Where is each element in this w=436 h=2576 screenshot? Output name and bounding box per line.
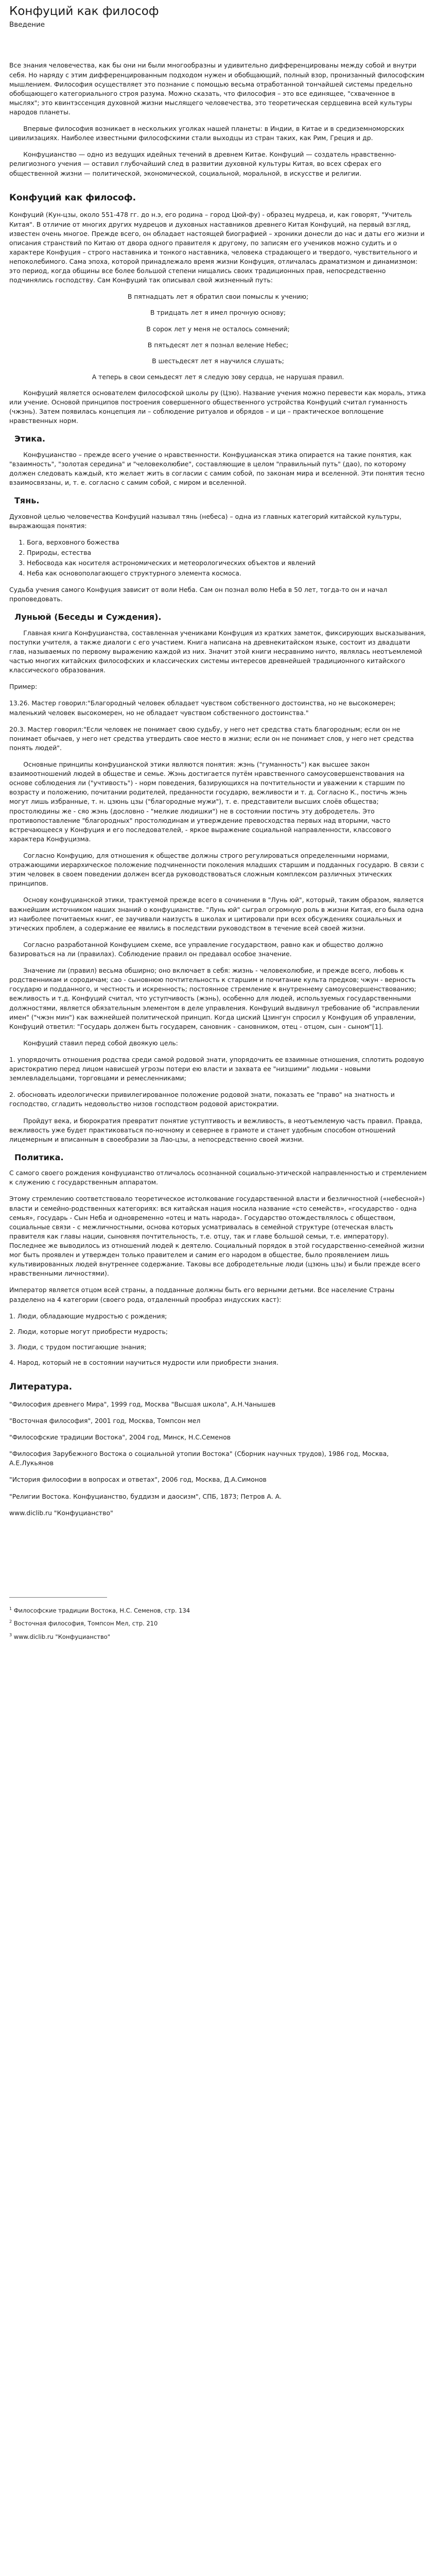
politics-paragraph: С самого своего рождения конфуцианство отличалось осознанной социально-этической направленностью и стремлением к служению с государственным аппаратом. <box>9 1169 427 1187</box>
lunyu-paragraph: Пройдут века, и бюрократия превратит понятие уступтивость и вежливость, в неотъемлемую часть правил. Правда, вежливость уже будет практиковаться по-ночному и севернее в грамоте и станет удобным способом отношений лицемерным и вписанным в своеобразии за Лао-цзы, а непосредственно своей жизни. <box>9 1116 423 1143</box>
list-item: 4. Народ, который не в состоянии научиться мудрости или приобрести знания. <box>9 1358 278 1366</box>
page-spacer <box>9 1525 427 1597</box>
lunyu-paragraph: Согласно Конфуцию, для отношения к обществе должны строго регулироваться определенными нормами, отражающими иерархическое положение подчиненности поколения младших старшим и подданных государю. В связи с этим человек в своем поведении должен всегда руководствоваться сложным комплексом различных этических принципов. <box>9 852 424 888</box>
goals-list <box>9 1055 427 1109</box>
list-item: 1. упорядочить отношения родства среди самой родовой знати, упорядочить ее взаимные отношения, сплотить родовую аристократию перед лицом нависшей угрозы потери ею власти и захвата ее "низшими" людьми - новыми землевладельцами, торговцами и ремесленниками; <box>9 1055 424 1082</box>
poem-line: А теперь в свои семьдесят лет я следую зову сердца, не нарушая правил. <box>92 372 344 381</box>
literature-item: "Философия древнего Мира", 1999 год, Москва "Высшая школа", А.Н.Чанышев <box>9 1400 276 1408</box>
list-item: 2. обосновать идеологически привилегированное положение родовой знати, показать ее "право" на знатность и господство, сгладить недовольство низов господством родовой аристократии. <box>9 1091 395 1108</box>
section-heading-politics: Политика. <box>14 1152 64 1162</box>
lunyu-paragraph: Значение ли (правил) весьма обширно; оно включает в себя: жизнь - человеколюбие, и прежде всего, любовь к родственникам и сородичам; сао - сыновнюю почтительность к старшим и почитание культа предков; чжун - верность государю и подданного, и честность и искренность; постоянное стремление к внутреннему самоусовершенствованию; вежливость и т.д. Конфуций считал, что уступчивость (жэнь), особенно для людей, используемых государственными должностями, является обязательным элементом в деле управления. Конфуций выдвинул требование об "исправлении имен" ("чжэн мин") как важнейшей политической принцип. Когда циский Цзингун спросил у Конфуция об управлении, Конфуций ответил: "Государь должен быть государем, сановник - сановником, отец - отцом, сын - сыном"[1]. <box>9 967 420 1030</box>
list-item: 1. Люди, обладающие мудростью с рождения; <box>9 1312 167 1320</box>
poem-line: В пятнадцать лет я обратил свои помыслы к учению; <box>127 293 309 301</box>
categories-list <box>9 1312 427 1367</box>
literature-item: "История философии в вопросах и ответах", 2006 год, Москва, Д.А.Симонов <box>9 1476 267 1484</box>
list-item: 2. Люди, которые могут приобрести мудрость; <box>9 1327 168 1335</box>
footnote-divider <box>9 1597 107 1598</box>
footnote: $^2$ Восточная философия, Томпсон Мел, стр. 210 <box>9 1619 158 1628</box>
confucius-paragraph: Конфуций является основателем философской школы ру (Цзю). Название учения можно перевести как мораль, этика или учение. Основой принципов построения совершенного общественного устройства Конфуций считал гуманность (чжэнь). Затем появилась концепция ли – соблюдение ритуалов и обрядов – и ци – практическое воплощение нравственных норм. <box>9 389 426 425</box>
tian-paragraph: Судьба учения самого Конфуция зависит от воли Неба. Сам он познал волю Неба в 50 лет, тогда-то он и начал проповедовать. <box>9 586 388 603</box>
intro-label: Введение <box>9 20 45 29</box>
footnote-text: www.diclib.ru "Конфуцианство" <box>13 1633 111 1640</box>
politics-paragraph: Этому стремлению соответствовало теоретическое истолкование государственной власти и безличностной («небесной») власти и семейно-родственных категориях: вся китайская нация носила название «сто семейств», «государство - одна семья», государь - Сын Неба и одновременно «отец и мать народа». Государство отождествлялось с обществом, социальные связи - с межличностными, основа которых усматривалась в семейной структуре (отеческая власть правителя как главы нации, сыновняя почтительность, т.е. отцу, так и главе большой семьи, т.е. императору). Последнее же выводилось из отношений людей к деятелю. Социальный порядок в этой государственно-семейной жизни мог быть проявлен и утвержден только правителем и самим его народом в обществе, было проявлением лишь культивированных людей внутреннее содержание. Таковы все добродетельные люди (цзюнь цзы) и были прежде всего нравственными личностями). <box>9 1195 425 1278</box>
literature-list <box>9 1400 427 1518</box>
poem-line: В шестьдесят лет я научился слушать; <box>152 357 284 365</box>
literature-item: "Восточная философия", 2001 год, Москва, Томпсон мел <box>9 1417 201 1425</box>
confucius-poem <box>9 292 427 382</box>
tian-list <box>9 538 427 578</box>
lunyu-paragraph: Основу конфуцианской этики, трактуемой прежде всего в сочинении в "Лунь юй", который, таким образом, является важнейшим источником наших знаний о конфуцианстве. "Лунь юй" сыграл огромную роль в жизни Китая, его была одна из наиболее почитаемых книг, ее заучивали наизусть в школах и цитировали при всех обсуждениях социальных и этических проблем, а содержание ее явились в последствии руководством в течение всей своей жизни. <box>9 896 424 932</box>
footnote-text: Философские традиции Востока, Н.С. Семенов, стр. 134 <box>13 1606 190 1614</box>
intro-paragraph: Конфуцианство — одно из ведущих идейных течений в древнем Китае. Конфуций — создатель нравственно-религиозного учения — оставил глубочайший след в развитии духовной культуры Китая, во всех сферах его общественной жизни — политической, экономической, социальной, моральной, в искусстве и религии. <box>9 150 396 177</box>
list-item: 3. Небосвода как носителя астрономических и метеорологических объектов и явлений <box>27 558 427 568</box>
example-quote: 13.26. Мастер говорил:"Благородный человек обладает чувством собственного достоинства, но не высокомерен; маленький человек высокомерен, но не обладает чувством собственного достоинства." <box>9 699 396 717</box>
list-item: 2. Природы, естества <box>27 548 427 557</box>
list-item: 1. Бога, верховного божества <box>27 538 427 547</box>
lunyu-paragraph: Согласно разработанной Конфуцием схеме, все управление государством, равно как и общество должно базироваться на ли (правилах). Соблюдение правил он предавал особое значение. <box>9 940 383 958</box>
footnotes <box>9 1606 427 1641</box>
footnote: $^3$ www.diclib.ru "Конфуцианство" <box>9 1632 111 1640</box>
categories-intro: Император является отцом всей страны, а подданные должны быть его верными детьми. Все население Страны разделено на 4 категории (своего рода, отдаленный прообраз индусских каст): <box>9 1286 395 1303</box>
literature-item: "Философские традиции Востока", 2004 год, Минск, Н.С.Семенов <box>9 1433 231 1442</box>
footnote: $^1$ Философские традиции Востока, Н.С. Семенов, стр. 134 <box>9 1606 190 1614</box>
list-item: 3. Люди, с трудом постигающие знания; <box>9 1343 147 1351</box>
footnote-text: Восточная философия, Томпсон Мел, стр. 210 <box>13 1620 158 1628</box>
section-heading-literature: Литература. <box>9 1382 73 1393</box>
section-heading-ethics: Этика. <box>14 434 45 444</box>
literature-item: www.diclib.ru "Конфуцианство" <box>9 1509 113 1517</box>
lunyu-paragraph: Конфуций ставил перед собой двоякую цель: <box>23 1039 178 1047</box>
lunyu-paragraph: Основные принципы конфуцианской этики являются понятия: жэнь ("гуманность") как высшее закон взаимоотношений людей в обществе и семье. Жэнь достигается путём нравственного самоусовершенствования на основе соблюдения ли ("учтивость") - норм поведения, базирующихся на почтительности и уважении к старшим по возрасту и положению, почитании родителей, преданности государю, вежливости и т. д. Согласно К., постичь жэнь могут лишь избранные, т. н. цзюнь цзы ("благородные мужи"), т. е. представители высших слоёв общества; простолюдины же - сяо жэнь (дословно - "мелкие людишки") не в состоянии постичь эту добродетель. Это противопоставление "благородных" простолюдинам и утверждение превосходства первых над вторыми, часто встречающееся у Конфуция и его последователей, - яркое выражение социальной направленности, классового характера Конфуцизма. <box>9 760 407 843</box>
section-heading-tian: Тянь. <box>14 496 40 506</box>
section-heading-lunyu: Луньюй (Беседы и Суждения). <box>14 612 162 622</box>
intro-paragraph: Все знания человечества, как бы они ни были многообразны и удивительно дифференцированы между собой и внутри себя. Но наряду с этим дифференцированным подходом нужен и обобщающий, полный взор, пронизанный философским мышлением. Философия осуществляет это познание с помощью весьма отработанной тончайшей системы предельно обобщающего категориального строя разума. Можно сказать, что философия – это все единящее, "схваченное в мыслях"; это квинтэссенция духовной жизни мыслящего человечества, это теоретическая сердцевина всей культуры народов планеты. <box>9 61 425 116</box>
poem-line: В тридцать лет я имел прочную основу; <box>150 309 286 317</box>
poem-line: В сорок лет у меня не осталось сомнений; <box>146 325 290 333</box>
confucius-paragraph: Конфуций (Кун-цзы, около 551-478 гг. до н.э, его родина – город Цюй-фу) - образец мудреца, и, как говорят, "Учитель Китая". В отличие от многих других мудрецов и духовных наставников древнего Китая Конфуций, на первый взгляд, известен очень многое. Прежде всего, он обладает настоящей биографией – хроники донесли до нас и даты его жизни и описания странствий по Китаю от двора одного правителя к другому, по записям его учеников можно судить и о характере Конфуция – строго наставника и тонкого наставника, человека страдающего и твердого, чувствительного и непоколебимого. Сама эпоха, которой принадлежало время жизни Конфуция, отличалась драматизмом и динамизмом: это период, когда общины все более большой степени нищались своих традиционных прав, непосредственно подчинялись господству. Сам Конфуций так описывал свой жизненный путь: <box>9 211 425 284</box>
section-heading-confucius: Конфуций как философ. <box>9 192 136 203</box>
poem-line: В пятьдесят лет я познал веление Небес; <box>147 341 289 349</box>
intro-paragraph: Впервые философия возникает в нескольких уголках нашей планеты: в Индии, в Китае и в средиземноморских цивилизациях. Наиболее известными философскими стали выходцы из стран таких, как Рим, Греция и др. <box>9 125 405 142</box>
tian-paragraph: Духовной целью человечества Конфуций называл тянь (небеса) – одна из главных категорий китайской культуры, выражающая понятия: <box>9 512 402 530</box>
literature-item: "Религии Востока. Конфуцианство, буддизм и даосизм", СПБ, 1873; Петров А. А. <box>9 1492 282 1500</box>
example-label: Пример: <box>9 683 38 691</box>
lunyu-paragraph: Главная книга Конфуцианства, составленная учениками Конфуция из кратких заметок, фиксирующих высказывания, поступки учителя, а также диалоги с его участием. Книга написана на древнекитайском языке, состоит из двадцати глав, называемых по первому выражению каждой из них. Значит этой книги несравнимо ничто, являлась неотъемлемой частью многих китайских философских и классических системы интересов древнейшей традиционного китайского классического образования. <box>9 629 426 674</box>
document-title: Конфуций как философ <box>9 5 159 18</box>
ethics-paragraph: Конфуцианство – прежде всего учение о нравственности. Конфуцианская этика опирается на такие понятия, как "взаимность", "золотая середина" и "человеколюбие", составляющие в целом "правильный путь" (дао), по которому должен следовать каждый, кто желает жить в согласии с самим собой, по законам мира и вселенной. Эти понятия тесно взаимосвязаны, и, т. е. согласно с самим собой, с миром и вселенной. <box>9 450 425 487</box>
literature-item: "Философия Зарубежного Востока о социальной утопии Востока" (Сборник научных трудов), 1986 год, Москва, А.Е.Лукьянов <box>9 1450 389 1467</box>
example-quote: 20.3. Мастер говорил:"Если человек не понимает свою судьбу, у него нет средства стать благородным; если он не понимает обычаев, у него нет средства утвердить свое место в жизни; если он не понимает слов, у него нет средства понять людей". <box>9 725 414 752</box>
list-item: 4. Неба как основополагающего структурного элемента космоса. <box>27 569 427 578</box>
